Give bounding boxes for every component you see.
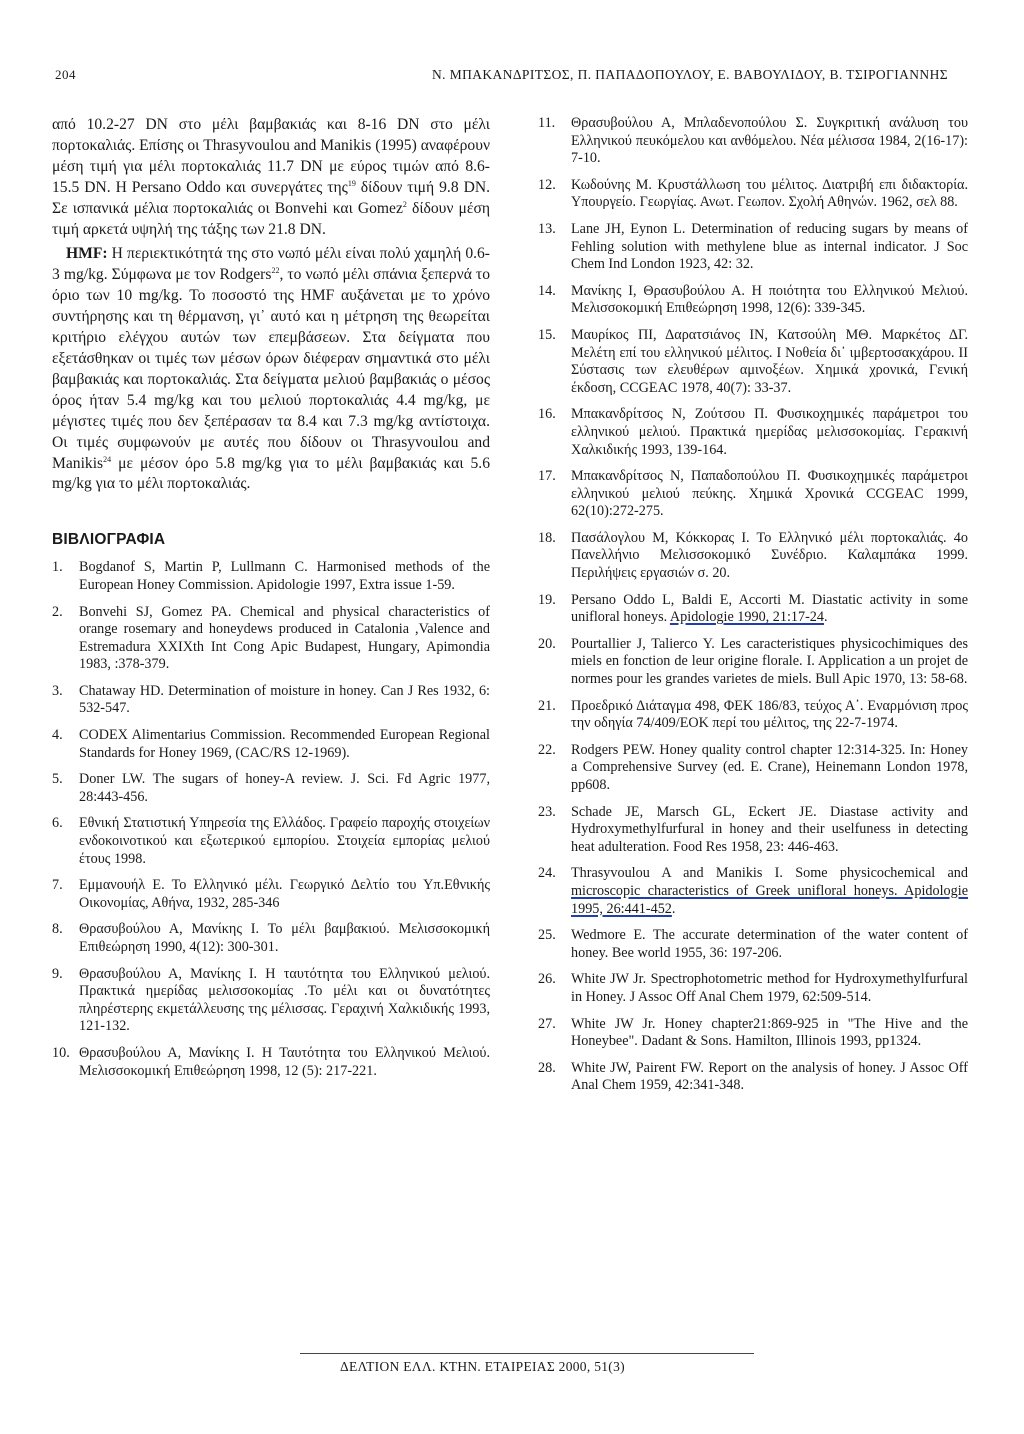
- reference-item: 15. Μαυρίκος ΠΙ, Δαρατσιάνος ΙΝ, Κατσούλη ΜΘ. Μαρκέτος ΔΓ. Μελέτη επί του ελληνικού μέλιτος. Ι Νοθεία δι᾽ ιμβερτοσακχάρου. ΙΙ Σύστασις των ελευθέρων αμινοξέων. Χημικά χρονικά, Γενική έκδοση, CCGEAC 1978, 40(7): 33-37.: [538, 326, 968, 396]
- reference-item: 4. CODEX Alimentarius Commission. Recommended European Regional Standards for Honey 1969, (CAC/RS 12-1969).: [52, 727, 490, 761]
- reference-item: 1. Bogdanof S, Martin P, Lullmann C. Harmonised methods of the European Honey Commission. Apidologie 1997, Extra issue 1-59.: [52, 559, 490, 593]
- reference-item: 6. Εθνική Στατιστική Υπηρεσία της Ελλάδος. Γραφείο παροχής στοιχείων ενδοκοινοτικού και εξωτερικού εμπορίου. Στοιχεία εμπορίας μελιού έτους 1998.: [52, 815, 490, 867]
- reference-item: 3. Chataway HD. Determination of moisture in honey. Can J Res 1932, 6: 532-547.: [52, 682, 490, 717]
- reference-item: 26. White JW Jr. Spectrophotometric method for Hydroxymethylfurfural in Honey. J Assoc Off Anal Chem 1979, 62:509-514.: [538, 971, 968, 1005]
- reference-item: 5. Doner LW. The sugars of honey-A review. J. Sci. Fd Agric 1977, 28:443-456.: [52, 771, 490, 805]
- reference-list-left: [52, 559, 490, 1080]
- reference-link[interactable]: microscopic characteristics of Greek unifloral honeys. Apidologie 1995, 26:441-452: [571, 882, 968, 917]
- reference-item: 16. Μπακανδρίτσος Ν, Ζούτσου Π. Φυσικοχημικές παράμετροι του ελληνικού μελιού. Πρακτικά ημερίδας μελισσοκομίας. Γερακινή Χαλκιδικής 1993, 139-164.: [538, 406, 968, 458]
- reference-item: 27. White JW Jr. Honey chapter21:869-925 in "The Hive and the Honeybee". Dadant & Sons. Hamilton, Illinois 1993, pp1324.: [538, 1015, 968, 1050]
- reference-item: 18. Πασάλογλου Μ, Κόκκορας Ι. Το Ελληνικό μέλι πορτοκαλιάς. 4ο Πανελλήνιο Μελισσοκομικό Συνέδριο. Καλαμπάκα 1999. Περιλήψεις εργασιών σ. 20.: [538, 529, 968, 582]
- reference-item: 23. Schade JE, Marsch GL, Eckert JE. Diastase activity and Hydroxymethylfurfural in honey and their uselfuness in detecting heat adulteration. Food Res 1958, 23: 446-463.: [538, 803, 968, 855]
- paragraph-diastase: από 10.2-27 DN στο μέλι βαμβακιάς και 8-16 DN στο μέλι πορτοκαλιάς. Επίσης οι Thrasyvoulou and Manikis (1995) αναφέρουν μέση τιμή για μέλι πορτοκαλιάς 11.7 DN με εύρος τιμών από 8.6-15.5 DN. Η Persano Oddo και συνεργάτες της$^{19}$ δίδουν τιμή 9.8 DN. Σε ισπανικά μέλια πορτοκαλιάς οι Bonvehi και Gomez$^2$ δίδουν μέση τιμή αρκετά υψηλή της τάξης των 21.8 DN.: [52, 116, 490, 238]
- reference-item: 8. Θρασυβούλου Α, Μανίκης Ι. Το μέλι βαμβακιού. Μελισσοκομική Επιθεώρηση 1990, 4(12): 300-301.: [52, 921, 490, 955]
- journal-footer: ΔΕΛΤΙΟΝ ΕΛΛ. ΚΤΗΝ. ΕΤΑΙΡΕΙΑΣ 2000, 51(3): [340, 1359, 625, 1374]
- reference-item: 19. Persano Oddo L, Baldi E, Accorti M. Diastatic activity in some unifloral honeys. Apidologie 1990, 21:17-24.: [538, 591, 968, 626]
- reference-item: 17. Μπακανδρίτσος Ν, Παπαδοπούλου Π. Φυσικοχημικές παράμετροι ελληνικού μελιού πεύκης. Χημικά Χρονικά CCGEAC 1999, 62(10):272-275.: [538, 468, 968, 520]
- reference-item: 25. Wedmore E. The accurate determination of the water content of honey. Bee world 1955, 36: 197-206.: [538, 927, 968, 961]
- reference-item: 7. Εμμανουήλ Ε. Το Ελληνικό μέλι. Γεωργικό Δελτίο του Υπ.Εθνικής Οικονομίας, Αθήνα, 1932, 285-346: [52, 877, 490, 911]
- reference-item: 24. Thrasyvoulou A and Manikis I. Some physicochemical and microscopic characteristics of Greek unifloral honeys. Apidologie 1995, 26:441-452.: [538, 865, 968, 917]
- paragraph-hmf: HMF: Η περιεκτικότητά της στο νωπό μέλι είναι πολύ χαμηλή 0.6-3 mg/kg. Σύμφωνα με τον Rodgers$^{22}$, το νωπό μέλι σπάνια ξεπερνά το όριο των 10 mg/kg. Το ποσοστό της HMF αυξάνεται με το χρόνο συντήρησης και τη θέρμανση, γι᾽ αυτό και η μέτρηση της θεωρείται κριτήριο ελέγχου αυτών των επεμβάσεων. Στα δείγματα που εξετάσθηκαν οι τιμές των μέσων όρων διέφεραν σημαντικά στο μέλι βαμβακιάς και πορτοκαλιάς. Στα δείγματα μελιού βαμβακιάς ο μέσος όρος ήταν 5.4 mg/kg και του μελιού πορτοκαλιάς 4.4 mg/kg, με μέγιστες τιμές που δεν ξεπέρασαν τα 8.4 και 7.3 mg/kg αντίστοιχα. Οι τιμές συμφωνούν με αυτές που δίδουν οι Thrasyvoulou and Manikis$^{24}$ με μέσον όρο 5.8 mg/kg για το μέλι βαμβακιάς και 5.6 mg/kg για το μέλι πορτοκαλιάς.: [52, 245, 490, 493]
- page-number: 204: [55, 67, 76, 82]
- reference-item: 22. Rodgers PEW. Honey quality control chapter 12:314-325. In: Honey a Comprehensive Survey (ed. E. Crane), Heinemann London 1978, pp608.: [538, 741, 968, 793]
- footer-divider: [300, 1353, 754, 1354]
- reference-item: 11. Θρασυβούλου Α, Μπλαδενοπούλου Σ. Συγκριτική ανάλυση του Ελληνικού πευκόμελου και ανθόμελου. Νέα μέλισσα 1984, 2(16-17): 7-10.: [538, 115, 968, 167]
- reference-item: 2. Bonvehi SJ, Gomez PA. Chemical and physical characteristics of orange rosemary and honeydews produced in Catalonia ,Valence and Estremadura XXIXth Int Cong Apic Budapest, Hungary, Apimondia 1983, :378-379.: [52, 603, 490, 673]
- right-column: [538, 115, 968, 1104]
- reference-item: 13. Lane JH, Eynon L. Determination of reducing sugars by means of Fehling solution with methylene blue as internal indicator. J Soc Chem Ind London 1923, 42: 32.: [538, 220, 968, 273]
- reference-item: 10. Θρασυβούλου Α, Μανίκης Ι. Η Ταυτότητα του Ελληνικού Μελιού. Μελισσοκομική Επιθεώρηση 1998, 12 (5): 217-221.: [52, 1044, 490, 1079]
- reference-item: 12. Κωδούνης Μ. Κρυστάλλωση του μέλιτος. Διατριβή επι διδακτορία. Υπουργείο. Γεωργίας. Ανωτ. Γεωπον. Σχολή Αθηνών. 1962, σελ 88.: [538, 176, 968, 211]
- running-header-authors: Ν. ΜΠΑΚΑΝΔΡΙΤΣΟΣ, Π. ΠΑΠΑΔΟΠΟΥΛΟΥ, Ε. ΒΑΒΟΥΛΙΔΟΥ, Β. ΤΣΙΡΟΓΙΑΝΝΗΣ: [432, 67, 948, 82]
- reference-item: 9. Θρασυβούλου Α, Μανίκης Ι. Η ταυτότητα του Ελληνικού μελιού. Πρακτικά ημερίδας μελισσοκομίας .Το μέλι και οι δυνατότητες πληρέστερης εκμετάλλευσης της μέλισσας. Γεραχινή Χαλκιδικής 1993, 121-132.: [52, 965, 490, 1035]
- reference-item: 28. White JW, Pairent FW. Report on the analysis of honey. J Assoc Off Anal Chem 1959, 42:341-348.: [538, 1059, 968, 1094]
- bibliography-heading: ΒΙΒΛΙΟΓΡΑΦΙΑ: [52, 531, 166, 549]
- reference-item: 14. Μανίκης Ι, Θρασυβούλου Α. Η ποιότητα του Ελληνικού Μελιού. Μελισσοκομική Επιθεώρηση 1998, 12(6): 339-345.: [538, 282, 968, 317]
- reference-item: 20. Pourtallier J, Talierco Y. Les caracteristiques physicochimiques des miels en fonction de leur origine florale. I. Application a un projet de normes pour les grandes varietes de miels. Bull Apic 1970, 13: 58-68.: [538, 635, 968, 688]
- reference-list-right: [538, 115, 968, 1095]
- reference-item: 21. Προεδρικό Διάταγμα 498, ΦΕΚ 186/83, τεύχος Α᾽. Εναρμόνιση προς την οδηγία 74/409/ΕΟΚ περί του μέλιτος, της 22-7-1974.: [538, 697, 968, 732]
- left-column: [52, 115, 490, 1089]
- reference-link[interactable]: Apidologie 1990, 21:17-24: [669, 609, 824, 626]
